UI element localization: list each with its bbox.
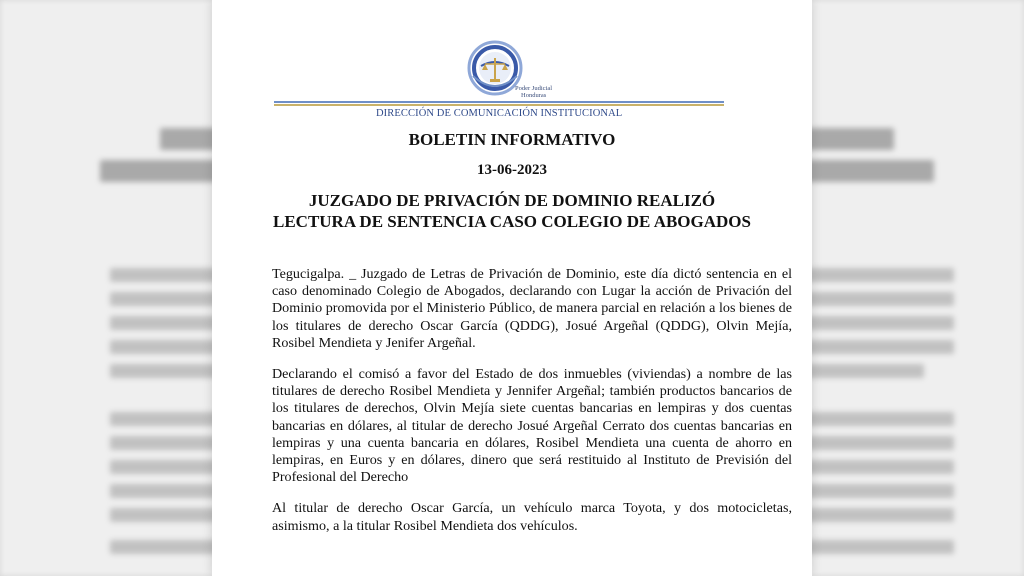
paragraph-2: Declarando el comisó a favor del Estado de dos inmuebles (viviendas) a nombre de las titulares de derecho Rosibel Mendieta y Jennifer Argeñal; también productos bancarios de los titulares de derechos, Olvin Mejía siete cuentas bancarias en lempiras y dos cuentas bancarias en dólares, al titular de derecho Josué Argeñal Cerrato dos cuentas bancarias en lempiras y una cuenta bancaria en dólares, Rosibel Mendieta una cuenta de ahorro en lempiras, en Euros y en dólares, dinero que será restituido al Instituto de Previsión del Profesional del Derecho xyxy=(272,366,792,486)
headline-line-2: LECTURA DE SENTENCIA CASO COLEGIO DE ABOGADOS xyxy=(272,212,751,231)
document-date: 13-06-2023 xyxy=(477,162,547,178)
header-divider-gold xyxy=(274,104,724,106)
paragraph-3: Al titular de derecho Oscar García, un vehículo marca Toyota, y dos motocicletas, asimismo, a la titular Rosibel Mendieta dos vehículos. xyxy=(272,500,792,534)
article-body xyxy=(272,266,792,549)
logo-line-2: Honduras xyxy=(521,92,547,99)
document-page xyxy=(212,0,812,576)
blurred-left-panel xyxy=(0,0,240,576)
header-divider-blue xyxy=(274,101,724,103)
header-divider xyxy=(274,101,724,107)
department-name: DIRECCIÓN DE COMUNICACIÓN INSTITUCIONAL xyxy=(376,108,623,119)
document-type: BOLETIN INFORMATIVO xyxy=(408,130,616,149)
poder-judicial-logo xyxy=(465,36,565,100)
paragraph-1: Tegucigalpa. _ Juzgado de Letras de Privación de Dominio, este día dictó sentencia en el caso denominado Colegio de Abogados, declarando con Lugar la acción de Privación del Dominio promovida por el Ministerio Público, de manera parcial en relación a los bienes de los titulares de derecho Oscar García (QDDG), Josué Argeñal (QDDG), Olvin Mejía, Rosibel Mendieta y Jenifer Argeñal. xyxy=(272,266,792,351)
blurred-right-panel xyxy=(784,0,1024,576)
headline xyxy=(252,190,772,232)
headline-line-1: JUZGADO DE PRIVACIÓN DE DOMINIO REALIZÓ xyxy=(308,191,716,210)
logo-line-1: Poder Judicial xyxy=(515,85,553,92)
